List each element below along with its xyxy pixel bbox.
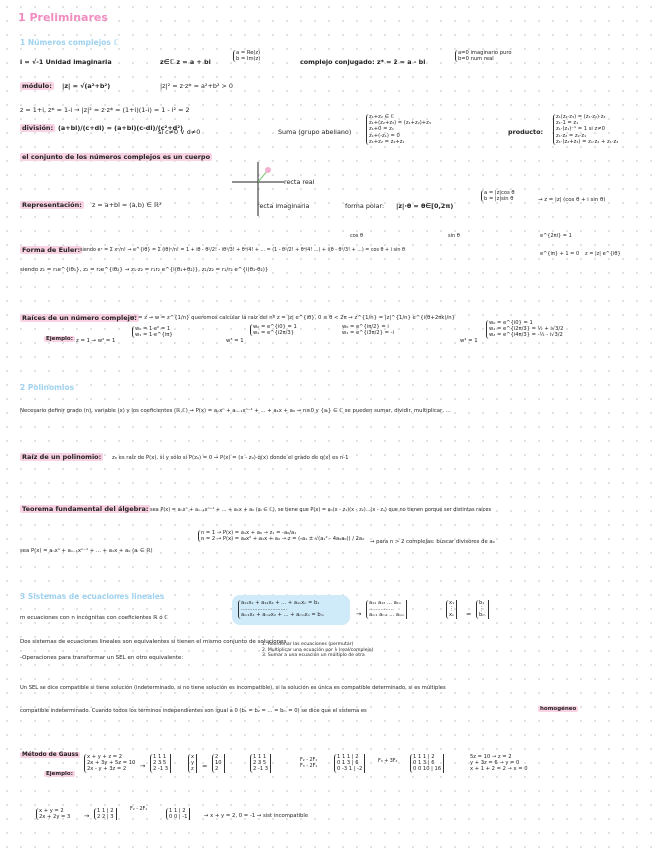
polynomial-real: sea P(x) = aₙxⁿ + aₙ₋₁xⁿ⁻¹ + ... + a₁x + a₀ (aᵢ ∈ ℝ) <box>20 548 153 554</box>
system-row: aₘ₁x₁ + aₘ₂x₂ + ... + aₘₙxₙ = bₘ <box>241 612 324 619</box>
matrix-row: aₘ₁ aₘ₂ ... aₘₙ <box>369 612 405 619</box>
polynomial-case: n = 1 → P(x) = a₁x + a₀ → z₁ = -a₀/a₁ <box>201 530 297 536</box>
product-properties <box>553 114 618 145</box>
polynomial-case: n = 2 → P(x) = a₂x² + a₁x + a₀ → z = (-a₁ ± √(a₁² - 4a₂a₀)) / 2a₂ <box>201 536 365 543</box>
constants-vector <box>476 600 489 619</box>
vector-entry: ⋮ <box>449 606 455 613</box>
matrix-row: 0 -3 1 | -2 <box>337 766 363 773</box>
matrix-row: 2 3 5 <box>153 760 167 767</box>
row-operation: F₂ - 2F₁ <box>300 758 318 763</box>
root-value: w₁ = e^{i2π/3} = ½ + i√3/2 <box>489 326 564 333</box>
root-value: w₁ = e^{i3π/2} = -i <box>342 330 394 337</box>
euler-formula: siendo eˣ = Σ xⁿ/n! → e^{iθ} = Σ (iθ)ⁿ/n! = 1 + iθ - θ²/2! - iθ³/3! + θ⁴/4! + ... = (1 - θ²/2! + θ⁴/4! ...) + i(θ - θ³/3! + ...) = cos θ + i sin θ <box>80 247 405 253</box>
compatibility-1: Un SEL se dice compatible si tiene solución (indeterminado, si no tiene solución es incompatible), si la solución es única es compatible determinado, si es múltiples <box>20 685 446 691</box>
re-im-brace <box>233 50 260 62</box>
modulus-example: z = 1+i, z* = 1-i → |z|² = z·z* = (1+i)(1-i) = 1 - i² = 2 <box>20 106 190 114</box>
solution-step: 5z = 10 → z = 2 <box>470 754 512 760</box>
z-in-complex: z∈ℂ z = a + bi <box>160 58 211 66</box>
complex-plane-diagram <box>228 160 288 220</box>
product-prop: z₁(z₂·z₃) = (z₁·z₂)·z₃ <box>556 114 606 120</box>
compatibility-2: compatible indeterminado. Cuando todos los términos independientes son igual a 0 (b₁ = b₂ = ... = bₘ = 0) se dice que el sistema es <box>20 708 367 714</box>
section-heading-systems: 3 Sistemas de ecuaciones lineales <box>20 592 165 601</box>
euler-product: siendo z₁ = r₁e^{iθ₁}, z₂ = r₂e^{iθ₂} → z₁·z₂ = r₁r₂ e^{i(θ₁+θ₂)}, z₁/z₂ = r₁/r₂ e^{i(θ₁-θ₂)} <box>20 267 269 273</box>
matrix-row: 1 1 | 2 <box>97 808 114 814</box>
euler-label: Forma de Euler: <box>22 246 81 254</box>
vector-entry: x <box>191 754 195 760</box>
euler-identity-1: e^{2πi} = 1 <box>540 233 572 239</box>
page-title: 1 Preliminares <box>18 11 108 24</box>
roots-example: z = 1 → w² = 1 <box>76 338 116 344</box>
polynomial-cases <box>198 530 364 542</box>
sum-label: Suma (grupo abeliano) <box>278 128 352 136</box>
vector-entry: bₘ <box>479 612 486 619</box>
im-part: b = Im(z) <box>236 56 261 63</box>
section-heading-polynomials: 2 Polinomios <box>20 383 75 392</box>
roots-ex-b2 <box>342 324 394 336</box>
roots-formula: wⁿ = z → w = z^{1/n} queremos calcular la raíz del nº z = |z| e^{iθ}, 0 ≤ θ < 2π → z^{1/n} = |z|^{1/n} e^{i(θ+2πk)/n} <box>130 315 456 321</box>
matrix-row: a₁₁ a₁₂ ... a₁ₙ <box>369 600 401 606</box>
vector-entry: y <box>191 760 195 767</box>
vector-entry: 2 <box>215 766 219 773</box>
product-prop: z₁·1 = z₁ <box>556 120 579 127</box>
sum-prop: z₁+z₂ = z₂+z₁ <box>369 138 405 145</box>
root-value: w₀ = e^{i0} = 1 <box>489 320 533 326</box>
root-value: w₁ = 1·e^{iπ} <box>135 332 173 339</box>
systems-intro: m ecuaciones con n incógnitas con coeficientes ℝ ó ℂ <box>20 615 169 621</box>
theorem-label: Teorema fundamental del álgebra: <box>22 505 149 513</box>
system-row: a₁₁x₁ + a₁₂x₂ + ... + a₁ₙxₙ = b₁ <box>241 600 320 606</box>
matrix-row: 0 0 | -1 <box>169 814 188 821</box>
root-value: w₂ = e^{i4π/3} = -½ - i√3/2 <box>489 332 563 339</box>
roots-example-label: Ejemplo: <box>46 336 73 342</box>
row-operation: F₃ - 2F₁ <box>300 764 318 770</box>
matrix-row: 1 1 1 <box>253 754 267 760</box>
sum-prop: z₁+(z₂+z₃) = (z₁+z₂)+z₃ <box>369 120 431 127</box>
incompatible-op: F₂ - 2F₁ <box>130 807 148 812</box>
conjugate-cases <box>455 50 512 62</box>
roots-label: Raíces de un número complejo: <box>22 314 137 322</box>
modulus-label: módulo: <box>22 82 52 90</box>
polynomial-cases-note: → para n > 2 complejas: buscar divisores de a₀ <box>370 539 495 545</box>
polynomial-root-label: Raíz de un polinomio: <box>22 453 102 461</box>
matrix-row: 2 -1 3 <box>153 766 169 773</box>
vector-entry: 2 <box>215 754 219 760</box>
matrix-row: 1 1 1 | 2 <box>413 754 435 760</box>
root-value: w₀ = e^{i0} = 1 <box>253 324 297 330</box>
matrix-row: 0 0 10 | 16 <box>413 766 442 773</box>
conj-case-a: a=0 imaginario puro <box>458 50 512 56</box>
gauss-matrix-1 <box>150 754 171 773</box>
vector-entry: b₁ <box>479 600 485 606</box>
sum-properties <box>366 114 431 145</box>
polar-cases <box>481 190 515 202</box>
section-heading-complex: 1 Números complejos ℂ <box>20 38 120 47</box>
gauss-unknowns <box>188 754 197 773</box>
operations-list <box>262 642 373 659</box>
matrix-row: 0 1 3 | 6 <box>413 760 435 767</box>
product-label: producto: <box>508 128 544 136</box>
roots-ex-b-label: w³ = 1 <box>226 338 244 344</box>
gauss-eq: 2x + 3y + 5z = 10 <box>87 760 136 767</box>
incompatible-matrix-2 <box>166 808 190 820</box>
field-note: el conjunto de los números complejos es un cuerpo <box>22 153 211 161</box>
vector-entry: z <box>191 766 194 773</box>
conj-case-b: b=0 num real <box>458 56 494 63</box>
incompatible-system <box>36 808 70 820</box>
incompatible-eq: x + y = 2 <box>39 808 64 814</box>
roots-ex-b <box>250 324 297 336</box>
modulus-formula: |z| = √(a²+b²) <box>62 82 111 90</box>
root-value: w₀ = e^{iπ/2} = i <box>342 324 389 330</box>
representation-formula: z = a+bi = (a,b) ∈ ℝ² <box>92 201 162 209</box>
coefficient-matrix <box>366 600 407 619</box>
system-equations <box>238 600 324 619</box>
vector-entry: ⋮ <box>479 606 485 613</box>
matrix-row: 1 1 | 2 <box>169 808 186 814</box>
equivalent-systems: Dos sistemas de ecuaciones lineales son equivalentes si tienen el mismo conjunto de soluciones <box>20 639 287 645</box>
operation-item: 2. Multiplicar una ecuación por λ (real/complejo) <box>262 647 374 653</box>
system-row: ............................ <box>241 606 288 613</box>
euler-identity-3: z = |z| e^{iθ} <box>585 251 621 257</box>
polar-case-a: a = |z|cos θ <box>484 190 515 196</box>
unknowns-vector <box>446 600 457 619</box>
roots-ex-c-label: w⁴ = 1 <box>460 338 478 344</box>
incompatible-matrix <box>94 808 117 820</box>
vector-entry: xₙ <box>449 612 455 619</box>
roots-ex-c <box>486 320 563 339</box>
gauss-op-2: F₃ + 3F₂ <box>378 759 398 764</box>
matrix-row: 2 2 | 3 <box>97 814 114 821</box>
euler-over-cos: cos θ <box>350 233 364 239</box>
matrix-row: 2 -1 3 <box>253 766 269 773</box>
division-label: división: <box>22 124 54 132</box>
re-part: a = Re(z) <box>236 50 261 56</box>
arrow: → <box>84 812 90 820</box>
matrix-row: 1 1 1 <box>153 754 167 760</box>
operation-item: 3. Sumar a una ecuación un múltiplo de otra <box>262 653 365 659</box>
gauss-system <box>84 754 135 773</box>
product-prop: z₁·(z₁)⁻¹ = 1 si z≠0 <box>556 126 605 133</box>
matrix-row: 2 3 5 <box>253 760 267 767</box>
gauss-matrix-3 <box>410 754 444 773</box>
division-formula: (a+bi)/(c+di) = (a+bi)(c-di)/(c²+d²) <box>58 124 183 132</box>
representation-label: Representación: <box>22 201 82 209</box>
imaginary-unit: i = √-1 Unidad imaginaria <box>20 58 112 66</box>
incompatible-result: → x + y = 2, 0 = -1 → sist incompatible <box>204 813 309 819</box>
vector-entry: x₁ <box>449 600 455 606</box>
gauss-matrix-2 <box>334 754 365 773</box>
gauss-matrix-aug <box>250 754 271 773</box>
euler-over-sin: sin θ <box>448 233 460 239</box>
matrix-row: ............... <box>369 606 394 613</box>
incompatible-eq: 2x + 2y = 3 <box>39 814 71 821</box>
polar-case-b: b = |z|sin θ <box>484 196 514 203</box>
equals: = <box>466 610 472 618</box>
solution-step: y + 3z = 6 → y = 0 <box>470 760 520 767</box>
gauss-example-label: Ejemplo: <box>46 771 73 777</box>
arrow: → <box>140 762 146 770</box>
real-axis-label: recta real <box>284 178 315 186</box>
polar-formula: |z|·θ = θ∈[0,2π) <box>396 202 454 210</box>
matrix-row: 0 1 3 | 6 <box>337 760 359 767</box>
matrix-row: 1 1 1 | 2 <box>337 754 359 760</box>
gauss-solution <box>470 754 528 773</box>
vector-entry: 10 <box>215 760 222 767</box>
root-value: w₀ = 1·e⁰ = 1 <box>135 326 171 332</box>
conjugate: complejo conjugado: z* = z̄ = a - bi <box>300 58 426 66</box>
polar-result: → z = |z| (cos θ + i sin θ) <box>538 197 606 203</box>
gauss-eq: 2x - y + 3z = 2 <box>87 766 127 773</box>
product-prop: z₁·(z₂+z₃) = z₁·z₂ + z₁·z₃ <box>556 138 619 145</box>
gauss-constants <box>212 754 225 773</box>
root-value: w₁ = e^{i2π/3} <box>253 330 295 337</box>
sum-prop: z₁+z₂ ∈ ℂ <box>369 114 395 120</box>
sum-prop: z₁+(-z₁) = 0 <box>369 132 400 139</box>
modulus-squared: |z|² = z·z* = a²+b² > 0 <box>160 82 233 90</box>
polynomial-root: z₀ es raíz de P(x), sí y solo sí P(z₀) = 0 → P(x) = (x - z₀)·q(x) donde el grado de q(x) es n-1 <box>112 455 349 461</box>
product-prop: z₁·z₂ = z₂·z₁ <box>556 132 587 139</box>
homogeneous-term: homogéneo <box>540 706 577 712</box>
roots-ex-a <box>132 326 173 338</box>
gauss-label: Método de Gauss <box>22 752 79 758</box>
euler-identity-2: e^{iπ} + 1 = 0 <box>540 251 580 257</box>
imaginary-axis-label: recta imaginaria <box>257 202 310 210</box>
theorem: sea P(x) = aₙxⁿ + aₙ₋₁xⁿ⁻¹ + ... + a₁x + a₀ (aᵢ ∈ ℂ), se tiene que P(x) = aₙ(x - z₁)(x - z₂)...(x - zₙ) que no tienen porqué ser distintas raíces <box>150 507 492 513</box>
sum-prop: z₁+0 = z₁ <box>369 126 394 133</box>
gauss-operations <box>300 758 317 770</box>
equals: = <box>202 762 208 770</box>
operations-label: -Operaciones para transformar un SEL en otro equivalente: <box>20 655 184 661</box>
division-condition: si c≠0 ∨ d≠0 <box>158 128 201 136</box>
solution-step: x + 1 + 2 = 2 → x = 0 <box>470 766 528 773</box>
arrow: → <box>356 610 362 618</box>
polar-label: forma polar: <box>345 202 385 210</box>
operation-item: 1. Reordenar las ecuaciones (permutar) <box>262 642 354 647</box>
polynomial-definition: Necesario definir grado (n), variable (x) y los coeficientes (ℝ,ℂ) → P(x) = aₙxⁿ + aₙ₋₁xⁿ⁻¹ + ... + a₁x + a₀ → n≥0 y {aᵢ} ∈ ℂ se pueden sumar, dividir, multiplicar, ... <box>20 408 451 414</box>
gauss-eq: x + y + z = 2 <box>87 754 123 760</box>
